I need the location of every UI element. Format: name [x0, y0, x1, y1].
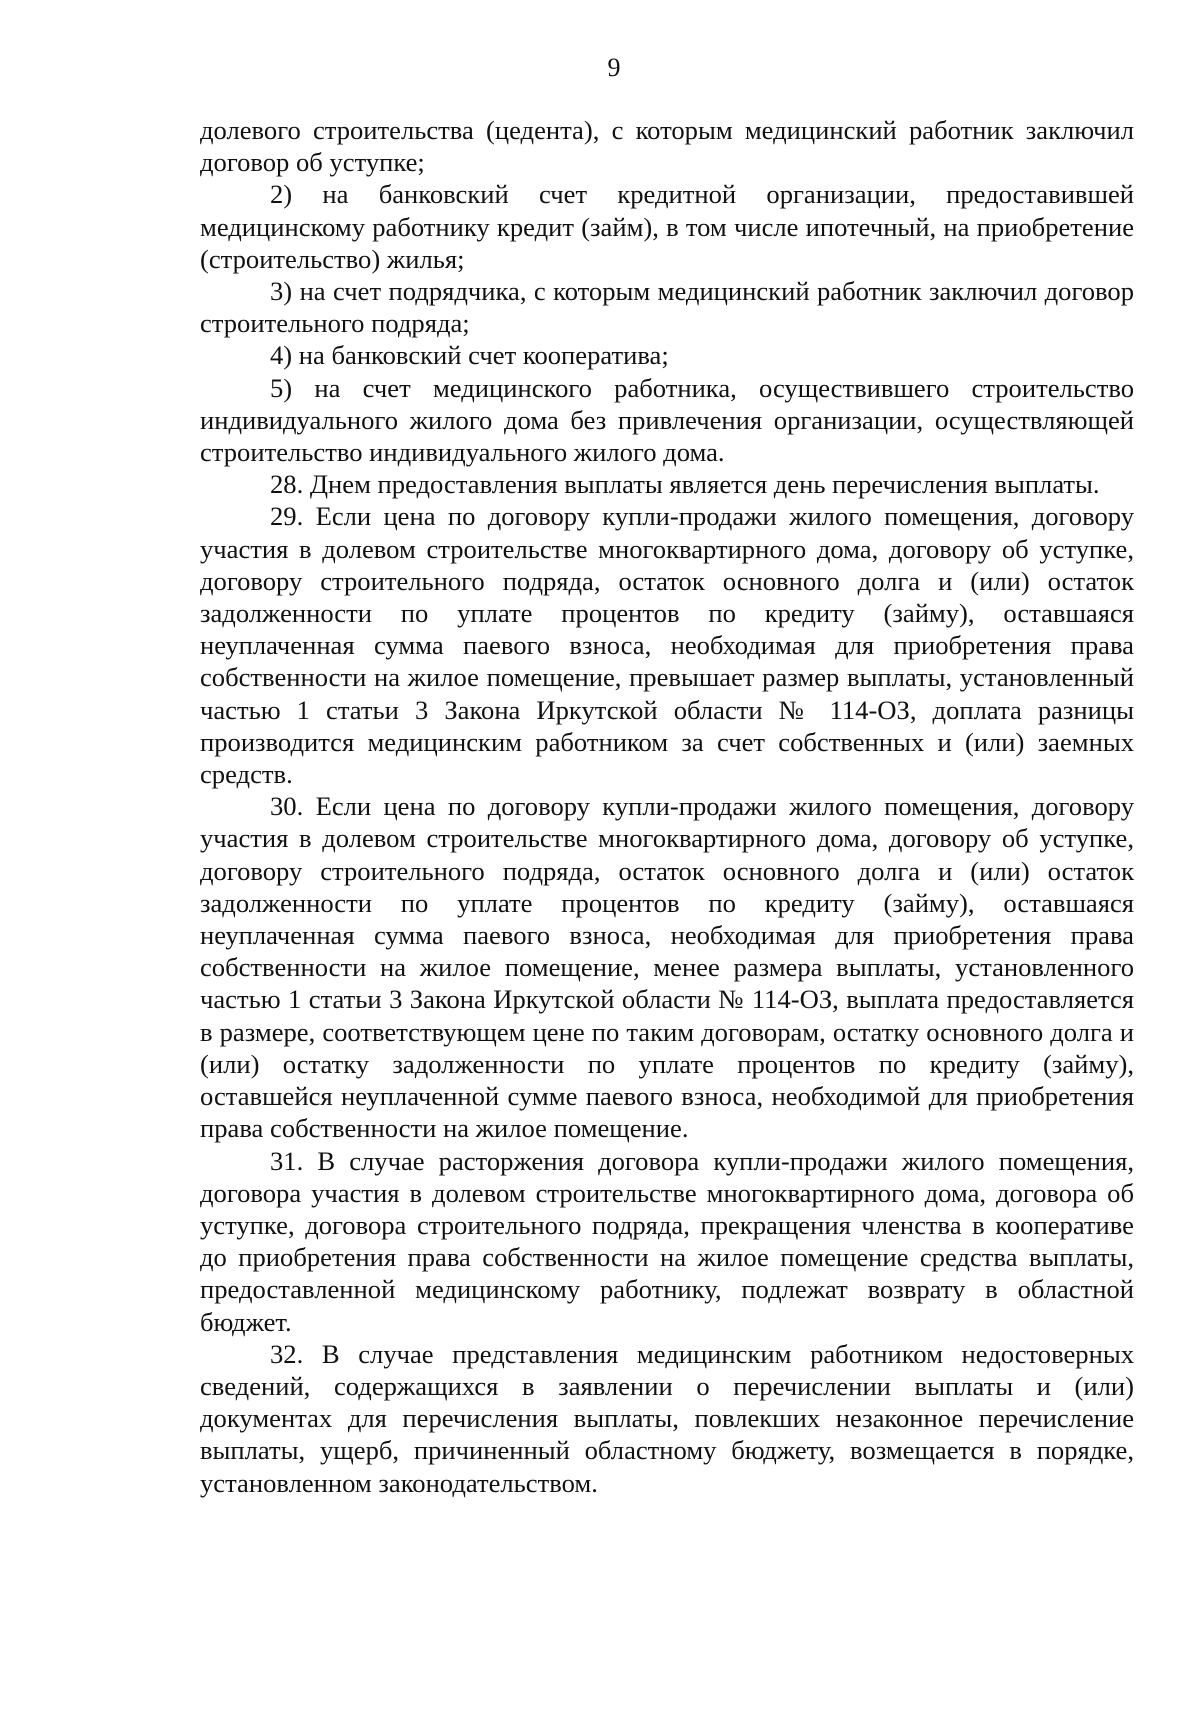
- document-body: [200, 114, 1134, 1499]
- paragraph-clause-28: 28. Днем предоставления выплаты является день перечисления выплаты.: [270, 469, 1100, 500]
- paragraph-item-2: 2) на банковский счет кредитной организации, предоставившей медицинскому работнику кредит (займ), в том числе ипотечный, на приобретение (строительство) жилья;: [200, 179, 1134, 274]
- paragraph-clause-31: 31. В случае расторжения договора купли-продажи жилого помещения, договора участия в долевом строительстве многоквартирного дома, договора об уступке, договора строительного подряда, прекращения членства в кооперативе до приобретения права собственности на жилое помещение средства выплаты, предоставленной медицинскому работнику, подлежат возврату в областной бюджет.: [200, 1145, 1134, 1337]
- paragraph-item-3: 3) на счет подрядчика, с которым медицинский работник заключил договор строительного подряда;: [200, 276, 1134, 339]
- page-number: 9: [607, 53, 621, 82]
- paragraph-item-4: 4) на банковский счет кооператива;: [270, 340, 669, 371]
- paragraph-clause-29: 29. Если цена по договору купли-продажи жилого помещения, договору участия в долевом строительстве многоквартирного дома, договору об уступке, договору строительного подряда, остаток основного долга и (или) остаток задолженности по уплате процентов по кредиту (займу), оставшаяся неуплаченная сумма паевого взноса, необходимая для приобретения права собственности на жилое помещение, превышает размер выплаты, установленный частью 1 статьи 3 Закона Иркутской области № 114-ОЗ, доплата разницы производится медицинским работником за счет собственных и (или) заемных средств.: [200, 501, 1134, 790]
- paragraph-clause-32: 32. В случае представления медицинским работником недостоверных сведений, содержащихся в заявлении о перечислении выплаты и (или) документах для перечисления выплаты, повлекших незаконное перечисление выплаты, ущерб, причиненный областному бюджету, возмещается в порядке, установленном законодательством.: [200, 1338, 1134, 1498]
- paragraph-clause-30: 30. Если цена по договору купли-продажи жилого помещения, договору участия в долевом строительстве многоквартирного дома, договору об уступке, договору строительного подряда, остаток основного долга и (или) остаток задолженности по уплате процентов по кредиту (займу), оставшаяся неуплаченная сумма паевого взноса, необходимая для приобретения права собственности на жилое помещение, менее размера выплаты, установленного частью 1 статьи 3 Закона Иркутской области № 114-ОЗ, выплата предоставляется в размере, соответствующем цене по таким договорам, остатку основного долга и (или) остатку задолженности по уплате процентов по кредиту (займу), оставшейся неуплаченной сумме паевого взноса, необходимой для приобретения права собственности на жилое помещение.: [200, 791, 1134, 1144]
- paragraph-item-5: 5) на счет медицинского работника, осуществившего строительство индивидуального жилого дома без привлечения организации, осуществляющей строительство индивидуального жилого дома.: [200, 372, 1134, 468]
- paragraph-continuation: долевого строительства (цедента), с которым медицинский работник заключил договор об уступке;: [200, 115, 1134, 178]
